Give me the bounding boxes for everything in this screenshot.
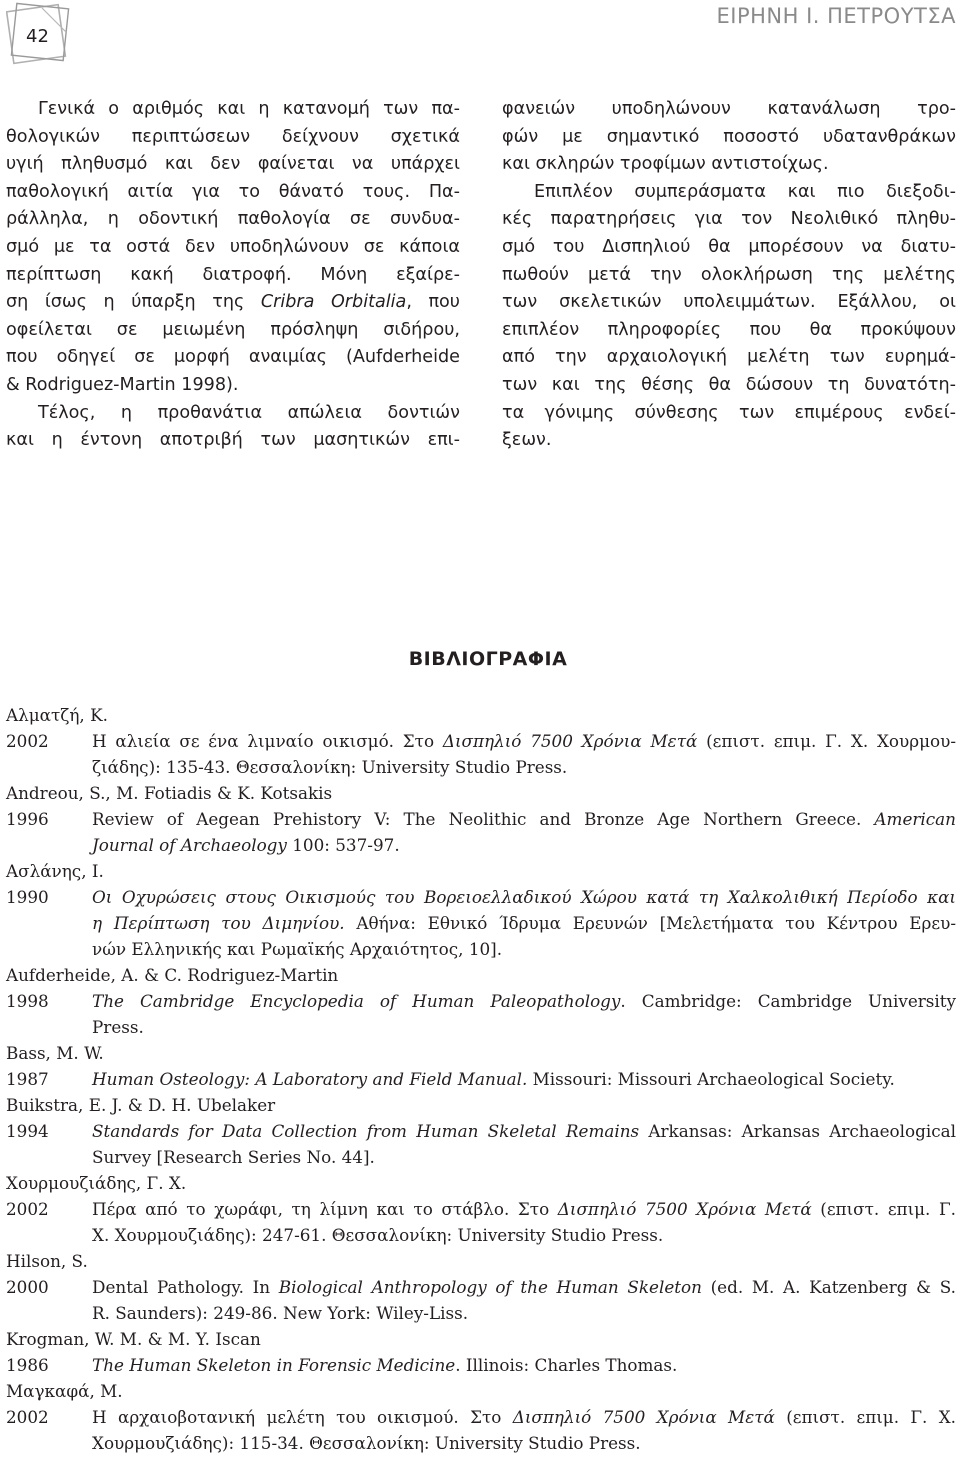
text-run: Η αλιεία σε ένα λιμναίο οικισμό. Στο — [92, 731, 443, 751]
reference-author: Aufderheide, A. & C. Rodriguez-Martin — [6, 965, 339, 985]
reference-year: 1987 — [6, 1069, 49, 1089]
text-line: Τέλος, η προθανάτια απώλεια δοντιών — [38, 402, 460, 423]
reference-entry — [6, 884, 956, 962]
text-run: Missouri: Missouri Archaeological Society. — [527, 1069, 895, 1089]
text-line: κές παρατηρήσεις για τον Νεολιθικό πληθυ- — [502, 209, 956, 230]
page-number: 42 — [26, 26, 49, 47]
text-line: θολογικών περιπτώσεων δείχνουν σχετικά — [6, 126, 460, 147]
text-run: (ed. M. A. Katzenberg & S. — [701, 1277, 956, 1297]
text-run: (επιστ. επιμ. Γ. — [811, 1199, 956, 1219]
reference-entry — [6, 1274, 956, 1326]
reference-title: The Cambridge Encyclopedia of Human Paleopathology — [92, 991, 621, 1011]
reference-title: Δισπηλιό 7500 Χρόνια Μετά — [442, 731, 698, 751]
text-run: (επιστ. επιμ. Γ. Χ. — [774, 1407, 956, 1427]
reference-title: Δισπηλιό 7500 Χρόνια Μετά — [557, 1199, 812, 1219]
reference-year: 1998 — [6, 991, 49, 1011]
reference-line — [92, 1118, 956, 1144]
reference-entry — [6, 1066, 956, 1092]
text-line: πωθούν μετά την ολοκλήρωση της μελέτης — [502, 264, 956, 285]
reference-author: Buikstra, E. J. & D. H. Ubelaker — [6, 1095, 276, 1115]
reference-author: Andreou, S., M. Fotiadis & K. Kotsakis — [6, 783, 333, 803]
reference-author: Hilson, S. — [6, 1251, 88, 1271]
reference-line — [92, 1404, 956, 1430]
reference-line — [92, 806, 956, 832]
text-run: . Cambridge: Cambridge University — [620, 991, 956, 1011]
reference-title: American — [874, 809, 956, 829]
text-run: Η αρχαιοβοτανική μελέτη του οικισμού. Στο — [92, 1407, 513, 1427]
reference-text — [92, 1352, 956, 1378]
reference-year: 2002 — [6, 1407, 49, 1427]
text-run: . Illinois: Charles Thomas. — [455, 1355, 678, 1375]
reference-author: Bass, M. W. — [6, 1043, 104, 1063]
reference-text — [92, 1196, 956, 1248]
reference-entry — [6, 806, 956, 858]
text-run: Αθήνα: Εθνικό Ίδρυμα Ερευνών [Μελετήματα του Κέντρου Ερευ- — [344, 913, 956, 933]
text-run: 100: 537-97. — [286, 835, 400, 855]
reference-text — [92, 884, 956, 962]
reference-line — [92, 832, 956, 858]
reference-title: η Περίπτωση του Διμηνίου. — [92, 913, 345, 933]
body-text-right-column — [502, 96, 956, 455]
reference-entry — [6, 1118, 956, 1170]
running-head: ΕΙΡΗΝΗ Ι. ΠΕΤΡΟΥΤΣΑ — [716, 4, 956, 28]
reference-line — [92, 728, 956, 754]
reference-title: Standards for Data Collection from Human Skeletal Remains — [92, 1121, 640, 1141]
reference-text — [92, 1404, 956, 1456]
reference-text — [92, 728, 956, 780]
reference-text — [92, 1274, 956, 1326]
text-line: υγιή πληθυσμό και δεν φαίνεται να υπάρχει — [6, 154, 460, 175]
reference-line: νών Ελληνικής και Ρωμαϊκής Αρχαιότητος, 10]. — [92, 939, 503, 959]
reference-line: R. Saunders): 249-86. New York: Wiley-Liss. — [92, 1303, 469, 1323]
text-line: τα γόνιμης σύνθεσης των επιμέρους ενδεί- — [502, 402, 956, 423]
reference-title: Δισπηλιό 7500 Χρόνια Μετά — [512, 1407, 775, 1427]
text-run: Review of Aegean Prehistory V: The Neolithic and Bronze Age Northern Greece. — [92, 809, 875, 829]
reference-year: 1986 — [6, 1355, 49, 1375]
text-line: που οδηγεί σε μορφή αναιμίας (Aufderheide — [6, 347, 460, 368]
text-line: σμό του Δισπηλιού θα μπορέσουν να διατυ- — [502, 236, 956, 257]
reference-text — [92, 806, 956, 858]
bibliography-list — [6, 702, 956, 1456]
body-text-left-column — [6, 96, 460, 455]
page-number-box — [6, 2, 70, 66]
reference-year: 2002 — [6, 731, 49, 751]
text-line: & Rodriguez-Martin 1998). — [6, 374, 239, 395]
text-line: φών με σημαντικό ποσοστό υδατανθράκων — [502, 126, 956, 147]
text-line: επιπλέον πληροφορίες που θα προκύψουν — [502, 319, 956, 340]
reference-line — [92, 1274, 956, 1300]
reference-title: Human Osteology: A Laboratory and Field Manual. — [92, 1069, 528, 1089]
reference-line — [92, 1196, 956, 1222]
reference-text — [92, 1118, 956, 1170]
reference-author: Μαγκαφά, Μ. — [6, 1381, 123, 1401]
reference-author: Krogman, W. M. & M. Y. Iscan — [6, 1329, 261, 1349]
reference-entry — [6, 1352, 956, 1378]
reference-author: Χουρμουζιάδης, Γ. Χ. — [6, 1173, 187, 1193]
text-line: από την αρχαιολογική μελέτη των ευρημά- — [502, 347, 956, 368]
text-line: Επιπλέον συμπεράσματα και πιο διεξοδι- — [534, 181, 956, 202]
text-line-mixed — [6, 289, 460, 317]
text-line: και η έντονη αποτριβή των μασητικών επι- — [6, 430, 460, 451]
reference-line: Press. — [92, 1017, 144, 1037]
reference-title: Biological Anthropology of the Human Skeleton — [278, 1277, 702, 1297]
text-line: Γενικά ο αριθμός και η κατανομή των πα- — [38, 99, 460, 119]
reference-author: Αλματζή, Κ. — [6, 705, 108, 725]
bibliography-heading: ΒΙΒΛΙΟΓΡΑΦΙΑ — [408, 648, 568, 670]
reference-line — [92, 1352, 956, 1378]
reference-line — [92, 910, 956, 936]
text-line: φανειών υποδηλώνουν κατανάλωση τρο- — [502, 99, 956, 119]
text-line: περίπτωση κακή διατροφή. Μόνη εξαίρε- — [6, 264, 460, 285]
text-line: των σκελετικών υπολειμμάτων. Εξάλλου, οι — [502, 292, 956, 313]
reference-title: Οι Οχυρώσεις στους Οικισμούς του Βορειοελλαδικού Χώρου κατά τη Χαλκολιθική Περίοδο και — [92, 887, 956, 907]
reference-line — [92, 1066, 956, 1092]
text-line: ράλληλα, η οδοντική παθολογία σε συνδυα- — [6, 209, 460, 230]
reference-entry — [6, 1196, 956, 1248]
text-run: Πέρα από το χωράφι, τη λίμνη και το στάβλο. Στο — [92, 1199, 558, 1219]
reference-line: Χ. Χουρμουζιάδης): 247-61. Θεσσαλονίκη: University Studio Press. — [92, 1225, 664, 1245]
reference-line: Survey [Research Series No. 44]. — [92, 1147, 375, 1167]
text-run: , που — [406, 292, 460, 313]
reference-line: ζιάδης): 135-43. Θεσσαλονίκη: University Studio Press. — [92, 757, 568, 777]
reference-line — [92, 988, 956, 1014]
reference-year: 2000 — [6, 1277, 49, 1297]
text-line: σμό με τα οστά δεν υποδηλώνουν σε κάποια — [6, 236, 460, 257]
text-line: οφείλεται σε μειωμένη πρόσληψη σιδήρου, — [6, 319, 460, 340]
reference-title: Journal of Archaeology — [92, 835, 287, 855]
text-run: (επιστ. επιμ. Γ. Χ. Χουρμου- — [697, 731, 956, 751]
text-run: ση ίσως η ύπαρξη της — [6, 292, 261, 313]
reference-line: Χουρμουζιάδης): 115-34. Θεσσαλονίκη: University Studio Press. — [92, 1433, 641, 1453]
term-cribra-orbitalia: Cribra Orbitalia — [260, 292, 407, 313]
reference-author: Ασλάνης, Ι. — [6, 861, 104, 881]
reference-entry — [6, 988, 956, 1040]
reference-entry — [6, 1404, 956, 1456]
text-line: των και της θέσης θα δώσουν τη δυνατότη- — [502, 374, 956, 395]
reference-line — [92, 884, 956, 910]
reference-year: 1994 — [6, 1121, 49, 1141]
reference-text — [92, 988, 956, 1040]
reference-title: The Human Skeleton in Forensic Medicine — [92, 1355, 456, 1375]
reference-year: 1990 — [6, 887, 49, 907]
reference-entry — [6, 728, 956, 780]
text-line: ξεων. — [502, 430, 552, 451]
text-run: Arkansas: Arkansas Archaeological — [639, 1121, 956, 1141]
text-run: Dental Pathology. In — [92, 1277, 279, 1297]
reference-year: 1996 — [6, 809, 49, 829]
reference-text — [92, 1066, 956, 1092]
text-line: παθολογική αιτία για το θάνατό τους. Πα- — [6, 181, 460, 202]
text-line: και σκληρών τροφίμων αντιστοίχως. — [502, 154, 829, 175]
reference-year: 2002 — [6, 1199, 49, 1219]
